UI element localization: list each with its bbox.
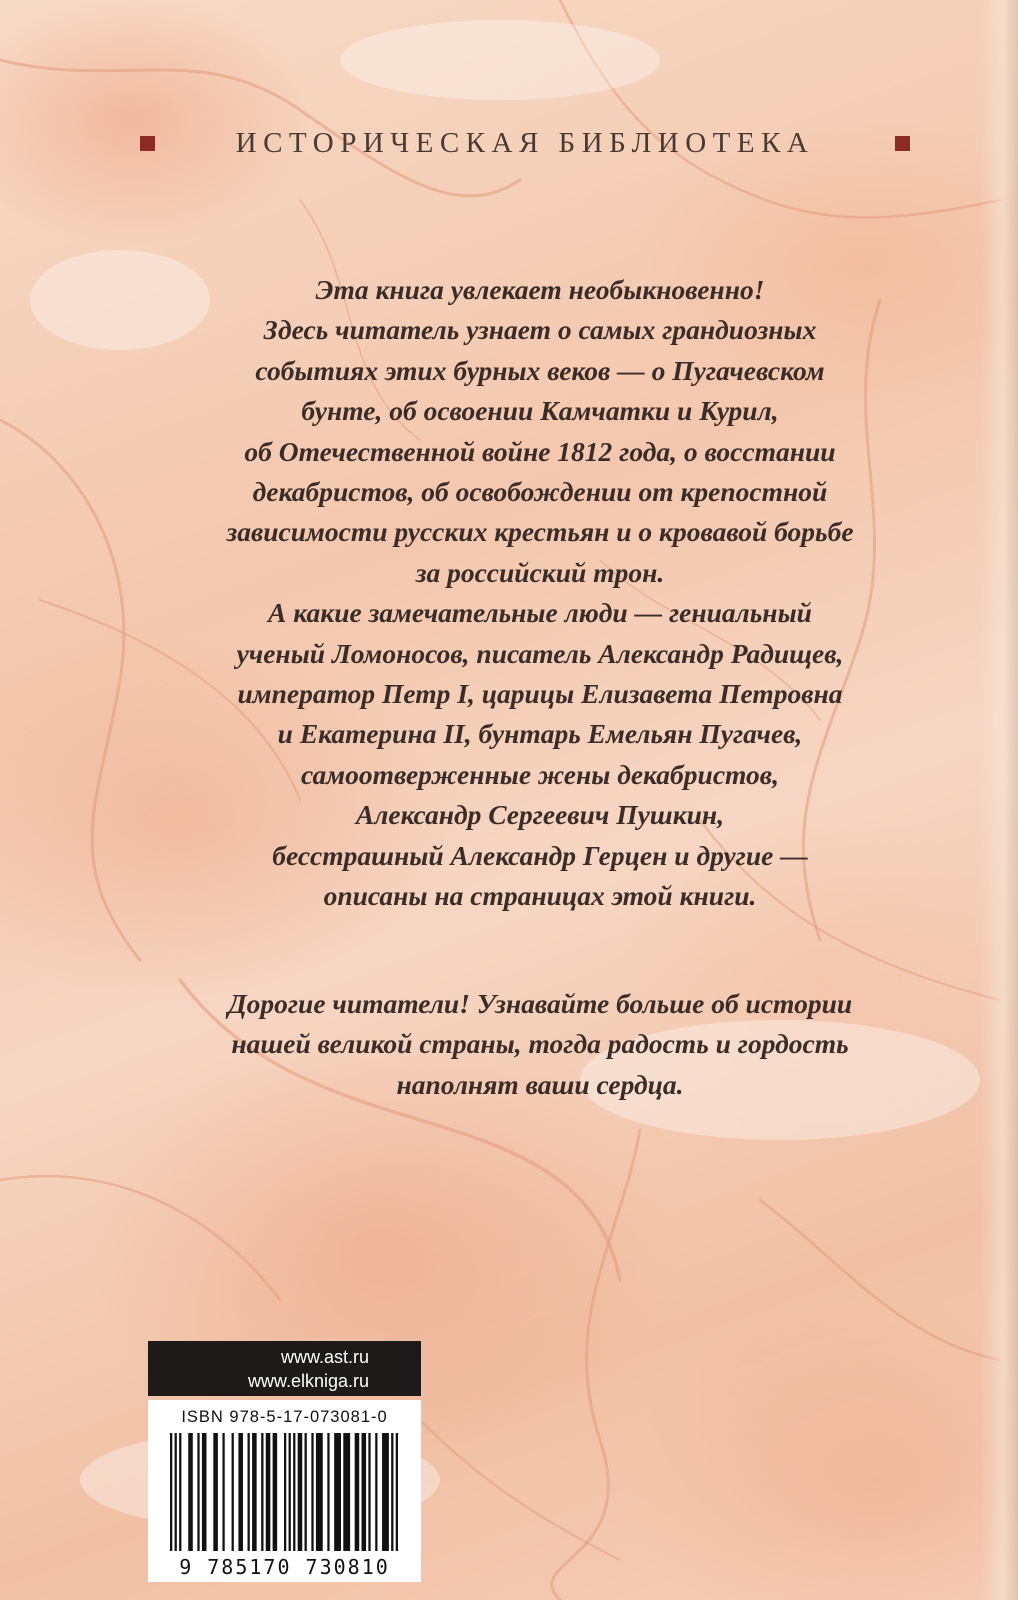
barcode-bar	[266, 1433, 271, 1551]
barcode-bar	[252, 1433, 257, 1551]
barcode-bar	[289, 1433, 291, 1551]
barcode-bar	[170, 1433, 172, 1551]
description-line: об Отечественной войне 1812 года, о восстании	[244, 435, 836, 467]
left-square-ornament	[140, 136, 155, 151]
description-line: Александр Сергеевич Пушкин,	[355, 799, 725, 831]
description-line: событиях этих бурных веков — о Пугачевском	[255, 354, 825, 386]
description-line: и Екатерина II, бунтарь Емельян Пугачев,	[277, 718, 803, 750]
description-line: А какие замечательные люди — гениальный	[268, 597, 812, 629]
barcode-bar	[238, 1433, 243, 1551]
spine-edge	[980, 0, 1018, 1600]
barcode-digits: 9 785170 730810	[179, 1555, 390, 1579]
barcode-bar	[327, 1433, 329, 1551]
barcode-bar	[375, 1433, 377, 1551]
barcode-bar	[248, 1433, 250, 1551]
isbn-label: ISBN 978-5-17-073081-0	[181, 1408, 388, 1426]
closing-appeal	[100, 984, 980, 1105]
closing-line: наполнят ваши сердца.	[396, 1068, 684, 1100]
barcode-bar	[197, 1433, 199, 1551]
barcode-bar	[382, 1433, 389, 1551]
book-description	[100, 270, 980, 917]
description-line: император Петр I, царицы Елизавета Петровна	[237, 678, 843, 710]
description-line: ученый Ломоносов, писатель Александр Радищев,	[236, 637, 844, 669]
barcode-bar	[202, 1433, 207, 1551]
barcode-bar	[284, 1433, 286, 1551]
website-link-ast[interactable]: www.ast.ru	[280, 1347, 369, 1367]
description-line: бесстрашный Александр Герцен и другие —	[272, 839, 808, 871]
website-link-elkniga[interactable]: www.elkniga.ru	[247, 1371, 369, 1391]
closing-line: Дорогие читатели! Узнавайте больше об истории	[227, 988, 853, 1019]
description-line: зависимости русских крестьян и о кровавой борьбе	[226, 516, 854, 548]
barcode-bar	[316, 1433, 323, 1551]
description-line: описаны на страницах этой книги.	[323, 880, 757, 912]
description-line: декабристов, об освобождении от крепостной	[252, 476, 828, 508]
barcode-bar	[396, 1433, 398, 1551]
barcode-bar	[362, 1433, 367, 1551]
barcode-bar	[298, 1433, 303, 1551]
series-header	[140, 123, 910, 163]
closing-line: нашей великой страны, тогда радость и гордость	[231, 1028, 849, 1060]
barcode-bar	[188, 1433, 193, 1551]
right-square-ornament	[895, 136, 910, 151]
barcode-bar	[232, 1433, 234, 1551]
barcode-bar	[175, 1433, 177, 1551]
barcode-bar	[222, 1433, 224, 1551]
description-line: Здесь читатель узнает о самых грандиозных	[263, 314, 817, 346]
barcode-bar	[261, 1433, 263, 1551]
description-line: за российский трон.	[415, 556, 665, 588]
barcode-bar	[179, 1433, 181, 1551]
description-line: Эта книга увлекает необыкновенно!	[315, 274, 765, 305]
barcode-bar	[391, 1433, 393, 1551]
description-line: бунте, об освоении Камчатки и Курил,	[301, 395, 779, 427]
barcode-bar	[305, 1433, 307, 1551]
barcode-bar	[273, 1433, 278, 1551]
barcode-bar	[355, 1433, 360, 1551]
isbn-block	[148, 1400, 421, 1582]
barcode-bar	[311, 1433, 313, 1551]
barcode-bar	[293, 1433, 295, 1551]
barcode-bar	[368, 1433, 370, 1551]
barcode-bar	[213, 1433, 218, 1551]
publisher-links	[148, 1341, 421, 1396]
series-title: ИСТОРИЧЕСКАЯ БИБЛИОТЕКА	[235, 126, 815, 159]
barcode-bar	[334, 1433, 341, 1551]
description-line: самоотверженные жены декабристов,	[301, 758, 779, 790]
barcode-bar	[343, 1433, 350, 1551]
barcode	[168, 1433, 401, 1555]
